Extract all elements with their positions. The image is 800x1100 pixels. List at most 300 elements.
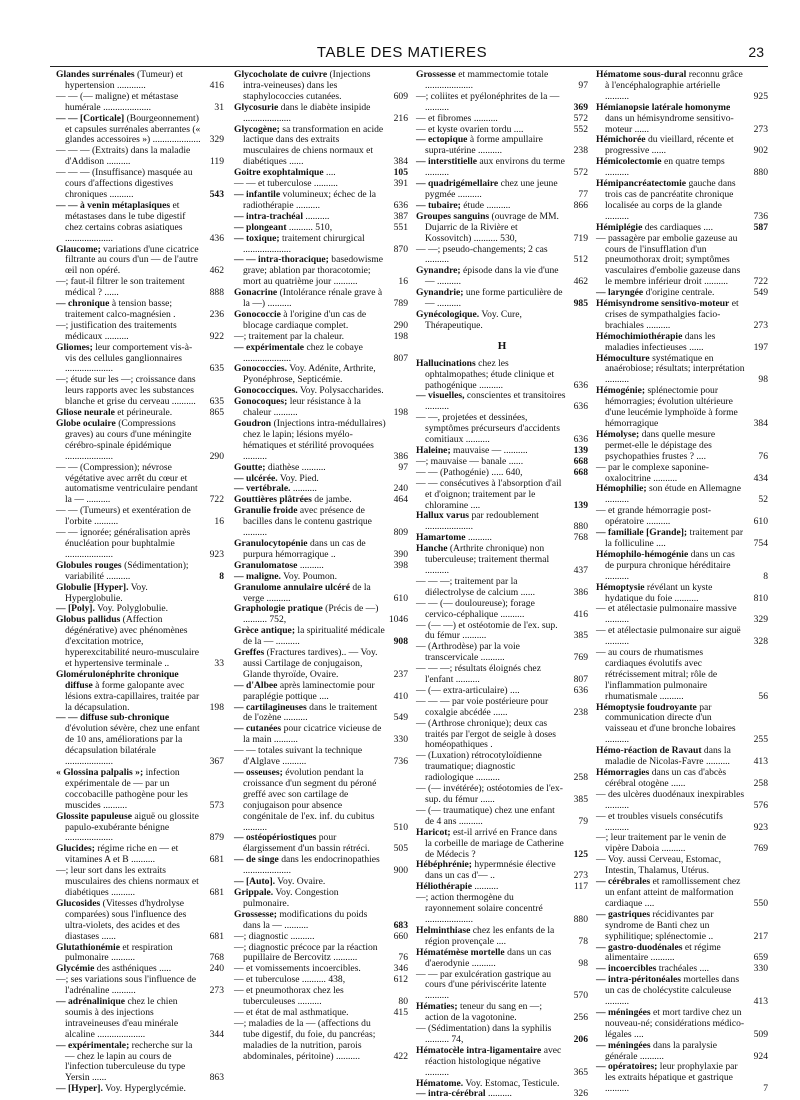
entry-headword: Hébéphrénie; [416,859,472,871]
index-entry [416,135,588,157]
entry-headword: Hémophilo-hémogénie [596,548,689,560]
entry-text: —; étude sur les —; croissance dans leurs rapports avec les substances blanche et grise du cerveau .......... [56,374,196,408]
entry-text: dans la paralysie générale .......... [605,1039,717,1062]
index-entry [234,506,408,539]
entry-page-number: 385 [573,794,588,805]
entry-text: — — — par voie postérieure pour coxalgie abcédée ...... [416,695,549,718]
entry-page-number: 437 [573,564,588,576]
entry-page-number: 900 [393,865,408,877]
entry-page-number: 681 [209,886,224,898]
entry-text: sa transformation en acide lactique dans des extraits musculaires de chiens normaux et diabétiques ...... [243,123,384,168]
entry-headword: — opératoires; [596,1061,658,1073]
entry-text: chez une jeune pygmée .......... [425,178,558,200]
entry-page-number: 736 [753,210,768,222]
index-entry [596,550,768,583]
index-entry [596,135,768,157]
index-entry [56,201,224,245]
entry-text: .......... [299,559,324,571]
entry-headword: — — intra-thoracique; [234,254,329,266]
entry-headword: — quadrigémellaire [416,178,499,190]
index-entry [416,1089,588,1100]
entry-text: (Injections intra-veineuses) dans les staphylococcies cutanées. [243,69,371,102]
index-entry [56,299,224,321]
entry-page-number: 922 [209,330,224,342]
entry-text: dans un hémisyndrome sensitivo-moteur ...... [605,112,734,135]
index-entry [416,577,588,599]
index-entry [596,703,768,747]
entry-text: .......... 510, [288,221,333,233]
entry-headword: Glaucome; [56,243,101,255]
entry-page-number: 681 [209,854,224,866]
entry-text: Voy. Polysaccharides. [299,385,384,397]
entry-text: (ouvrage de MM. Dujarric de la Rivière et Kossovitch) .......... 530, [425,210,559,244]
entry-text: — (Luxation) rétrocotyloïdienne traumatique; diagnostic radiologique .......... [416,750,542,784]
index-entry [596,70,768,103]
entry-headword: — ectopique [416,134,468,146]
entry-headword: Hanche [416,543,448,555]
index-entry [596,1041,768,1063]
entry-text: diathèse .......... [267,461,326,473]
entry-page-number: 238 [573,145,588,157]
entry-headword: — — [Corticale] [56,112,125,124]
index-entry [416,310,588,332]
entry-page-number: 386 [393,450,408,462]
entry-headword: Goudron [234,418,272,429]
entry-text: gauche dans trois cas de pancréatite chronique localisée au corps de la glande .......... [605,178,736,222]
entry-page-number: 549 [753,287,768,299]
entry-headword: Gouttières plâtrées [234,494,312,506]
entry-page-number: 217 [753,930,768,942]
entry-page-number: 683 [393,919,408,931]
entry-text: — — (— douloureuse); forage cervico-céphalique .......... [416,597,535,620]
index-entry [234,648,408,681]
index-entry [416,621,588,643]
entry-text: — et vomissements incoercibles. [234,963,361,975]
entry-headword: — infantile [234,188,281,200]
entry-headword: Glycogène; [234,123,280,135]
entry-text: après laminectomie pour paraplégie pottique .... [243,679,375,702]
index-entry [56,1041,224,1085]
entry-page-number: 390 [393,548,408,560]
entry-headword: Hémoptysie [596,581,645,593]
entry-page-number: 769 [753,843,768,855]
entry-text: — et kyste ovarien tordu .... [416,123,524,135]
entry-page-number: 552 [573,123,588,135]
entry-page-number: 1046 [388,614,408,626]
entry-headword: Gynécologique. [416,308,480,320]
index-entry [596,484,768,506]
entry-page-number: 543 [209,188,224,200]
entry-text: .......... [305,210,330,222]
entry-page-number: 80 [398,996,408,1008]
entry-text: — et état de mal asthmatique. [234,1006,349,1018]
entry-page-number: 505 [393,843,408,855]
page-number: 23 [748,44,764,60]
entry-text: .......... [467,532,492,544]
entry-text: — — consécutives à l'absorption d'ail et d'oignon; traitement par le chloramine .... [416,477,562,511]
index-entry [596,768,768,790]
index-entry [596,157,768,179]
index-entry [416,697,588,719]
entry-headword: Haricot; [416,826,451,838]
entry-text: — et grande hémorragie post-opératoire .......... [596,505,712,528]
entry-headword: Hémo-réaction de Ravaut [596,745,702,757]
index-entry [56,713,224,768]
entry-text: — des ulcères duodénaux inexpirables .......... [596,788,745,811]
entry-page-number: 273 [209,985,224,997]
index-column-1 [56,69,224,1095]
entry-text: —; diagnostic .......... [234,930,315,942]
entry-text: dans le diabète insipide .................... [243,101,371,124]
index-entry [234,1019,408,1063]
entry-text: Voy. Estomac, Testicule. [465,1077,560,1089]
entry-text: (Injections intra-médullaires) chez le lapin; lésions myélo-hématiques et stérilité provoquées .......... [243,418,386,462]
index-entry [416,970,588,1003]
entry-page-number: 923 [753,821,768,833]
entry-text: Voy. Polyglobulie. [97,603,169,615]
entry-page-number: 369 [573,101,588,113]
entry-page-number: 572 [573,167,588,179]
entry-headword: Gonocoques; [234,396,288,408]
entry-headword: — gastro-duodénales [596,941,683,953]
index-entry [56,670,224,714]
index-entry [416,70,588,92]
index-entry [56,70,224,92]
entry-text: dans un cas d'aerodynie .......... [425,946,552,969]
entry-text: Voy. Ovaire. [277,876,326,888]
index-entry [234,343,408,365]
index-entry [596,506,768,528]
entry-text: reconnu grâce à l'encéphalographie artérielle .......... [605,69,743,102]
index-column-4 [596,69,768,1095]
entry-page-number: 659 [753,952,768,964]
entry-text: des cardiaques .... [644,221,713,233]
entry-text: chez le chien soumis à des injections intraveineuses d'eau minérale alcaline .................... [65,996,179,1040]
index-entry [416,599,588,621]
entry-page-number: 807 [393,352,408,364]
entry-headword: — vertébrale. [234,483,291,495]
entry-headword: — ostéopériostiques [234,832,317,844]
entry-page-number: 139 [573,445,588,456]
entry-headword: — expérimentale; [56,1039,130,1051]
entry-text: (Sédimentation); variabilité .......... [65,559,189,582]
entry-text: dans un cas de purpura hémorragique .. [243,537,366,560]
entry-text: chez le cobaye .................... [243,341,363,364]
entry-text: — — — (Insuffisance) masquée au cours d'affections digestives chroniques .......... [56,167,193,200]
index-entry [56,92,224,114]
index-entry [416,544,588,577]
index-entry [416,511,588,533]
entry-headword: Glycosurie [234,101,279,113]
entry-page-number: 117 [573,881,588,893]
entry-page-number: 866 [573,199,588,211]
index-entry [56,561,224,583]
entry-text: dans un cas de purpura chronique héréditaire .......... [605,548,735,582]
entry-text: par redoublement .................... [425,510,539,533]
index-entry [234,746,408,768]
index-entry [234,70,408,103]
entry-page-number: 330 [393,734,408,746]
entry-text: du vieillard, récente et progressive ...... [605,134,734,157]
entry-page-number: 415 [393,1006,408,1018]
index-column-2 [234,70,408,1072]
index-entry [596,234,768,289]
index-entry [416,1002,588,1024]
entry-text: avec réaction histologique négative .......... [425,1044,562,1078]
index-entry [56,975,224,997]
entry-page-number: 636 [393,199,408,211]
index-entry [416,926,588,948]
entry-headword: Gliose neurale [56,407,115,419]
index-entry [596,583,768,605]
index-entry [416,719,588,752]
entry-headword: — [Auto]. [234,876,276,888]
entry-text: — et pneumothorax chez les tuberculeuses .......... [234,985,344,1008]
entry-page-number: 326 [573,1088,588,1100]
index-entry [416,479,588,512]
entry-page-number: 52 [758,494,768,506]
entry-text: à tension basse; traitement calco-magnésien . [65,298,176,320]
entry-headword: — interstitielle [416,156,478,168]
index-entry [596,179,768,223]
entry-headword: — chronique [56,298,110,310]
index-entry [56,615,224,670]
index-entry [596,430,768,463]
entry-page-number: 768 [209,952,224,964]
entry-headword: Globe oculaire [56,418,116,429]
entry-headword: Globules rouges [56,559,122,571]
entry-text: trachéales .... [658,963,710,975]
entry-text: et respiration pulmonaire .......... [65,941,173,964]
entry-text: aux environs du terme .......... [425,156,565,179]
index-entry [56,146,224,168]
entry-headword: Goitre exophtalmique [234,167,324,179]
entry-headword: Graphologie pratique [234,603,323,615]
entry-text: dans le traitement de l'ozène .......... [243,701,378,724]
entry-headword: Hématome. [416,1077,464,1089]
entry-headword: — ulcérée. [234,472,278,484]
entry-page-number: 385 [573,630,588,642]
entry-page-number: 240 [209,963,224,975]
entry-page-number: 329 [753,614,768,626]
entry-headword: — laryngée [596,287,644,299]
entry-page-number: 416 [209,79,224,91]
entry-page-number: 139 [573,499,588,511]
index-entry [56,114,224,147]
entry-page-number: 865 [209,407,224,419]
entry-text: Voy. Pied. [279,472,319,484]
entry-page-number: 8 [763,570,768,582]
entry-page-number: 328 [753,636,768,648]
entry-text: .......... [487,1088,512,1100]
entry-page-number: 610 [393,592,408,604]
entry-headword: Hamartome [416,532,466,544]
entry-text: conscientes et transitoires .......... [425,390,566,413]
entry-text: —; coliites et pyélonéphrites de la — .......... [416,90,560,113]
entry-text: —; action thermogène du rayonnement solaire concentré .................... [416,892,543,925]
entry-headword: Haleine; [416,445,451,456]
index-entry [56,463,224,507]
entry-headword: Granulome annulaire ulcéré [234,581,351,593]
entry-text: et mammectomie totale .................... [425,69,549,91]
entry-headword: — visuelles, [416,390,465,402]
index-entry [56,768,224,812]
entry-text: —; mauvaise — banale ...... [416,455,524,467]
entry-page-number: 464 [393,494,408,506]
entry-text: —; ses variations sous l'influence de l'adrénaline .......... [56,974,197,997]
entry-headword: Globulie [Hyper]. [56,581,129,593]
index-entry [596,528,768,550]
entry-headword: — — diffuse sub-chronique [56,712,170,724]
entry-headword: Glossite papuleuse [56,810,132,822]
entry-text: leur comportement vis-à-vis des cellules ganglionnaires .................... [65,341,193,375]
entry-page-number: 398 [393,559,408,571]
entry-text: traitement chirurgical .................... [243,232,365,255]
entry-page-number: 636 [573,434,588,446]
entry-page-number: 610 [753,516,768,528]
index-entry [416,642,588,664]
entry-headword: Glutathionémie [56,941,120,953]
entry-text: mauvaise — .......... [453,445,528,456]
entry-headword: — [Poly]. [56,603,95,615]
index-entry [234,626,408,648]
entry-text: hypermnésie élective dans un cas d'— .. [425,859,556,882]
index-entry [596,1008,768,1041]
entry-text: — —, projetées et dessinées, symptômes précurseurs d'accidents comitiaux .......... [416,412,560,446]
entry-headword: Glycocholate de cuivre [234,69,328,80]
index-entry [56,866,224,899]
entry-text: pour cicatrice vicieuse de la main .......... [243,723,382,746]
index-entry [234,943,408,965]
entry-text: en quatre temps .......... [605,156,725,179]
index-entry [596,943,768,965]
entry-text: à l'origine d'un cas de blocage cardiaque complet. [243,308,367,331]
index-entry [416,1046,588,1079]
entry-headword: — gastriques [596,908,651,920]
entry-text: — Voy. aussi Cerveau, Estomac, Intestin, Thalamus, Utérus. [596,854,722,877]
entry-headword: — osseuses; [234,767,283,778]
index-entry [416,751,588,784]
entry-page-number: 273 [753,123,768,135]
entry-text: et ramollissement chez un enfant atteint de malformation cardiaque .... [605,876,741,909]
entry-text: — (— invétérée); ostéotomies de l'ex-sup. du fémur ...... [416,783,563,805]
page-title: TABLE DES MATIERES [316,44,488,61]
index-entry [596,332,768,354]
entry-page-number: 78 [578,935,588,947]
entry-text: — — (Pathogénie) ..... 640, [416,466,523,478]
entry-text: épisode dans la vie d'une — .......... [425,265,559,288]
entry-headword: — méningées [596,1006,651,1018]
entry-text: — (Arthrose chronique); deux cas traités par l'ergot de seigle à doses homéopathiques . [416,717,557,751]
entry-headword: Hémisyndrome sensitivo-moteur [596,298,730,310]
entry-page-number: 512 [573,254,588,266]
entry-page-number: 587 [753,221,768,233]
entry-text: d'origine centrale. [645,287,715,299]
entry-text: dans les maladies infectieuses ...... [605,330,716,353]
entry-headword: Hémochimiothérapie [596,330,683,342]
entry-text: récidivantes par syndrome de Banti chez un syphilitique; splénectomie .. [605,908,714,942]
entry-text: de la verge .......... [243,581,371,604]
entry-text: — — totales suivant la technique d'Alglave .......... [234,745,363,768]
entry-page-number: 902 [753,145,768,157]
entry-page-number: 809 [393,527,408,539]
entry-page-number: 198 [393,407,408,419]
index-entry [416,948,588,970]
entry-page-number: 16 [398,276,408,288]
index-entry [416,664,588,686]
entry-page-number: 722 [753,276,768,288]
entry-page-number: 240 [393,483,408,495]
entry-text: — et atélectasie pulmonaire sur aiguë .......... [596,625,741,648]
entry-page-number: 925 [753,90,768,102]
entry-text: — — — (Extraits) dans la maladie d'Addison .......... [56,145,191,168]
entry-text: par communication directe d'un vaisseau et d'une bronche lobaires .......... [605,701,736,746]
entry-page-number: 384 [753,418,768,429]
entry-text: traitement par la folliculine .... [605,527,744,549]
entry-page-number: 76 [398,952,408,964]
entry-page-number: 77 [578,188,588,200]
index-entry [416,1024,588,1046]
page-header [40,44,764,64]
index-entry [596,1062,768,1095]
entry-headword: — de singe [234,854,279,866]
entry-headword: Granulie froide [234,505,298,517]
index-entry [56,343,224,376]
index-entry [56,812,224,845]
entry-headword: Héliothérapie [416,881,472,893]
index-entry [596,626,768,648]
entry-text: Voy. Adénite, Arthrite, Pyonéphrose, Septicémie. [243,363,376,386]
entry-text: — et fibromes .......... [416,112,498,124]
entry-text: volumineux; échec de la radiothérapie .......... [243,188,377,211]
entry-page-number: 346 [393,963,408,975]
index-entry [56,583,224,605]
index-entry [596,604,768,626]
index-entry [234,888,408,910]
entry-headword: — toxique; [234,232,280,244]
entry-headword: Groupes sanguins [416,210,490,222]
entry-page-number: 636 [573,379,588,391]
entry-text: évolution pendant la croissance d'un segment du péroné greffé avec son cartilage de conjugaison pour absence congénitale de l'ex. inf. du cubitus .......... [243,767,377,833]
entry-text: — (— traumatique) chez une enfant de 4 ans .......... [416,804,555,827]
entry-headword: Gynandrie; [416,287,464,299]
entry-page-number: 863 [209,1072,224,1084]
index-entry [234,681,408,703]
index-entry [416,806,588,828]
entry-headword: Hémianopsie latérale homonyme [596,101,731,113]
index-entry [234,190,408,212]
entry-page-number: 365 [573,1066,588,1078]
entry-text: révélant un kyste hydatique du foie .......... [605,581,713,604]
entry-text: chez les ophtalmopathes; étude clinique et pathogénique .......... [425,357,555,391]
entry-page-number: 410 [393,690,408,702]
index-entry [416,828,588,861]
entry-page-number: 98 [578,957,588,969]
entry-text: Voy. Poumon. [283,570,337,582]
index-entry [416,860,588,882]
entry-headword: — familiale [Grande]; [596,527,688,539]
entry-headword: Hémichorée [596,134,646,146]
entry-page-number: 908 [393,636,408,648]
entry-headword: — tubaire; [416,199,461,211]
entry-text: .......... [474,881,499,893]
index-entry [234,703,408,725]
entry-page-number: 880 [573,521,588,533]
entry-headword: Globus pallidus [56,614,121,626]
index-entry [596,833,768,855]
entry-headword: Hémolyse; [596,428,640,440]
entry-page-number: 436 [209,232,224,244]
